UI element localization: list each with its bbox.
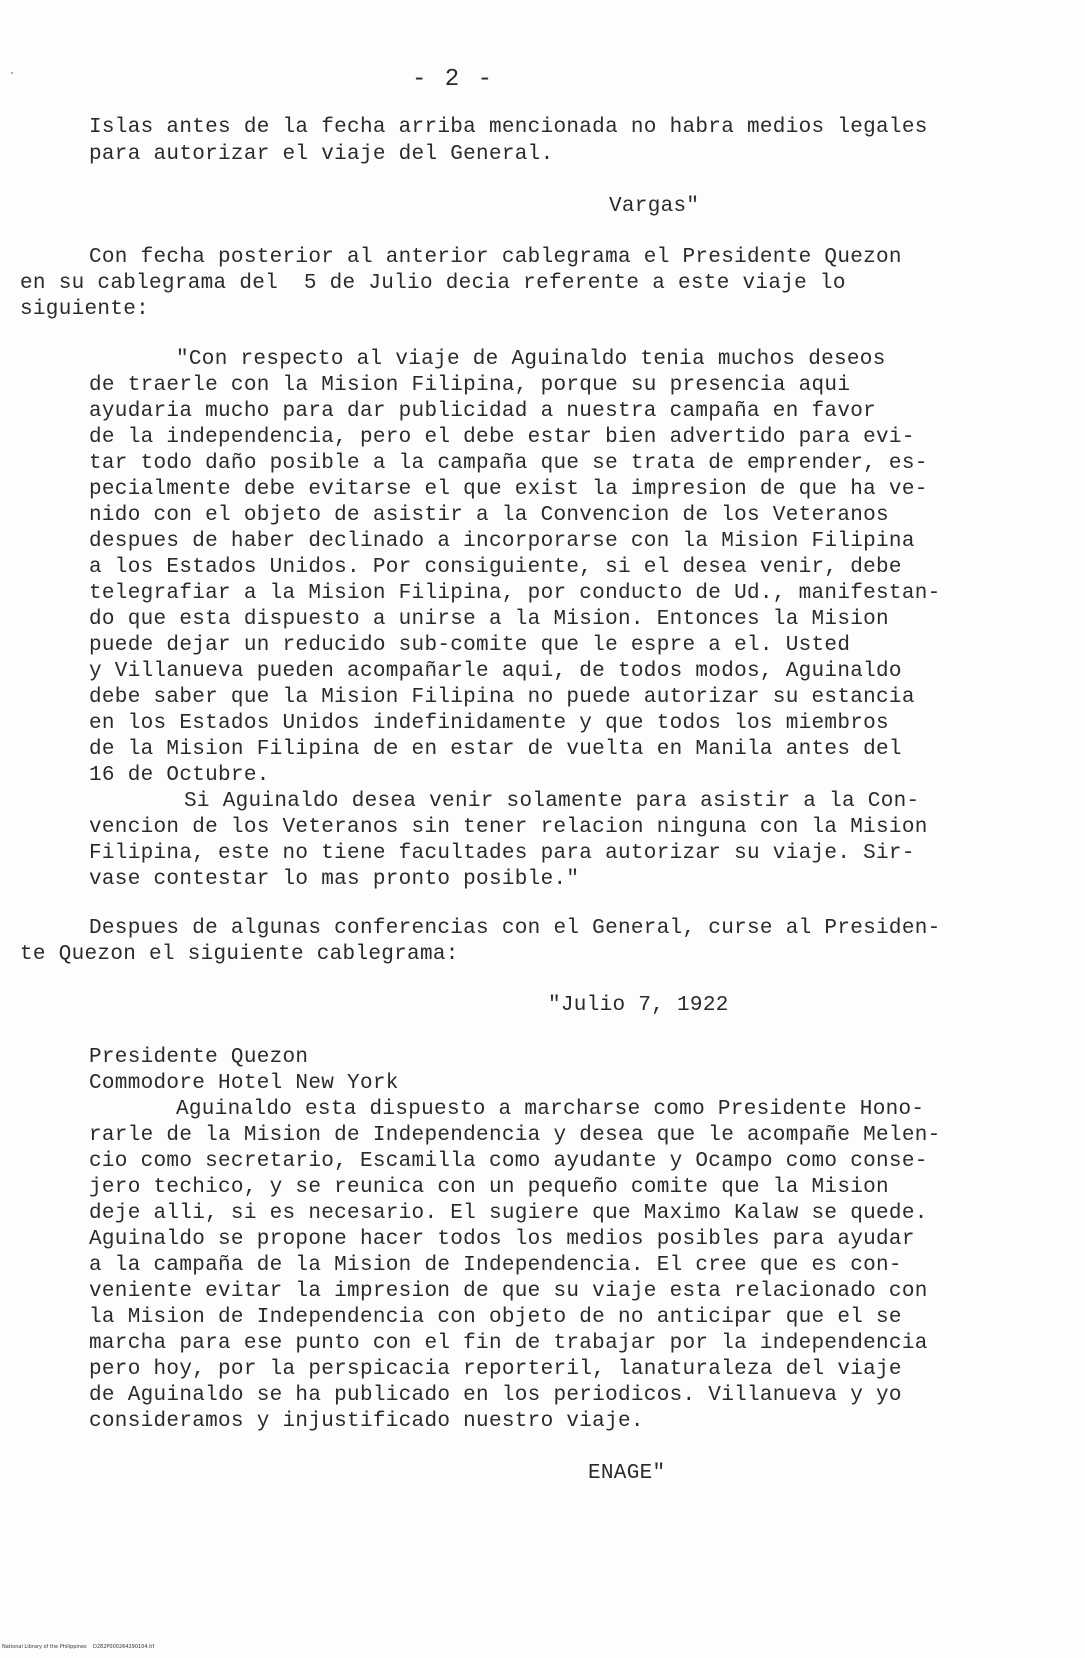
quote-line: despues de haber declinado a incorporarse con la Mision Filipina [89, 530, 915, 553]
cable-line: Aguinaldo se propone hacer todos los medios posibles para ayudar [89, 1228, 915, 1251]
quote-line: puede dejar un reducido sub-comite que le espre a el. Usted [89, 634, 851, 657]
cable-line: la Mision de Independencia con objeto de no anticipar que el se [89, 1306, 902, 1329]
cable-line: deje alli, si es necesario. El sugiere que Maximo Kalaw se quede. [89, 1202, 928, 1225]
quote-line: vase contestar lo mas pronto posible." [89, 868, 580, 891]
quote-line: ayudaria mucho para dar publicidad a nuestra campaña en favor [89, 400, 877, 423]
quote-line: de traerle con la Mision Filipina, porque su presencia aqui [89, 374, 851, 397]
quote-line: 16 de Octubre. [89, 764, 270, 787]
text-line: para autorizar el viaje del General. [89, 143, 554, 166]
quote-line: pecialmente debe evitarse el que exist la impresion de que ha ve- [89, 478, 928, 501]
cable-date: "Julio 7, 1922 [548, 994, 729, 1017]
quote-line: y Villanueva pueden acompañarle aqui, de todos modos, Aguinaldo [89, 660, 902, 683]
quote-line: debe saber que la Mision Filipina no puede autorizar su estancia [89, 686, 915, 709]
cable-line: rarle de la Mision de Independencia y desea que le acompañe Melen- [89, 1124, 941, 1147]
quote-line: a los Estados Unidos. Por consiguiente, si el desea venir, debe [89, 556, 902, 579]
quote-line: vencion de los Veteranos sin tener relacion ninguna con la Mision [89, 816, 928, 839]
cable-line: marcha para ese punto con el fin de trabajar por la independencia [89, 1332, 928, 1355]
cable-line: a la campaña de la Mision de Independencia. El cree que es con- [89, 1254, 902, 1277]
cable-line: veniente evitar la impresion de que su viaje esta relacionado con [89, 1280, 928, 1303]
quote-line: en los Estados Unidos indefinidamente y que todos los miembros [89, 712, 889, 735]
cable-line: de Aguinaldo se ha publicado en los periodicos. Villanueva y yo [89, 1384, 902, 1407]
quote-line: nido con el objeto de asistir a la Convencion de los Veteranos [89, 504, 889, 527]
quote-line: do que esta dispuesto a unirse a la Mision. Entonces la Mision [89, 608, 889, 631]
cable-line: Aguinaldo esta dispuesto a marcharse como Presidente Hono- [176, 1098, 925, 1121]
cable-address: Commodore Hotel New York [89, 1072, 399, 1095]
text-line: siguiente: [20, 298, 150, 321]
quote-line: Filipina, este no tiene facultades para autorizar su viaje. Sir- [89, 842, 915, 865]
cable-line: cio como secretario, Escamilla como ayudante y Ocampo como conse- [89, 1150, 928, 1173]
cable-signature: ENAGE" [588, 1462, 666, 1485]
cable-line: pero hoy, por la perspicacia reporteril, lanaturaleza del viaje [89, 1358, 902, 1381]
quote-line: tar todo daño posible a la campaña que se trata de emprender, es- [89, 452, 928, 475]
signature-line: Vargas" [609, 195, 700, 218]
text-line: Islas antes de la fecha arriba mencionada no habra medios legales [89, 116, 928, 139]
scan-speck [11, 72, 13, 74]
quote-line: de la independencia, pero el debe estar bien advertido para evi- [89, 426, 915, 449]
quote-line: "Con respecto al viaje de Aguinaldo tenia muchos deseos [176, 348, 886, 371]
quote-line: telegrafiar a la Mision Filipina, por conducto de Ud., manifestan- [89, 582, 941, 605]
cable-addressee: Presidente Quezon [89, 1046, 309, 1069]
quote-line: de la Mision Filipina de en estar de vuelta en Manila antes del [89, 738, 902, 761]
text-line: te Quezon el siguiente cablegrama: [20, 943, 459, 966]
text-line: Con fecha posterior al anterior cablegrama el Presidente Quezon [89, 246, 902, 269]
text-line: Despues de algunas conferencias con el General, curse al Presiden- [89, 917, 941, 940]
cable-line: jero techico, y se reunica con un pequeño comite que la Mision [89, 1176, 889, 1199]
text-line: en su cablegrama del 5 de Julio decia referente a este viaje lo [20, 272, 846, 295]
quote-line: Si Aguinaldo desea venir solamente para asistir a la Con- [184, 790, 920, 813]
cable-line: consideramos y injustificado nuestro viaje. [89, 1410, 644, 1433]
page-number: - 2 - [412, 66, 495, 93]
scan-footer: National Library of the Philippines D282P000264290104.tif [2, 1644, 155, 1650]
